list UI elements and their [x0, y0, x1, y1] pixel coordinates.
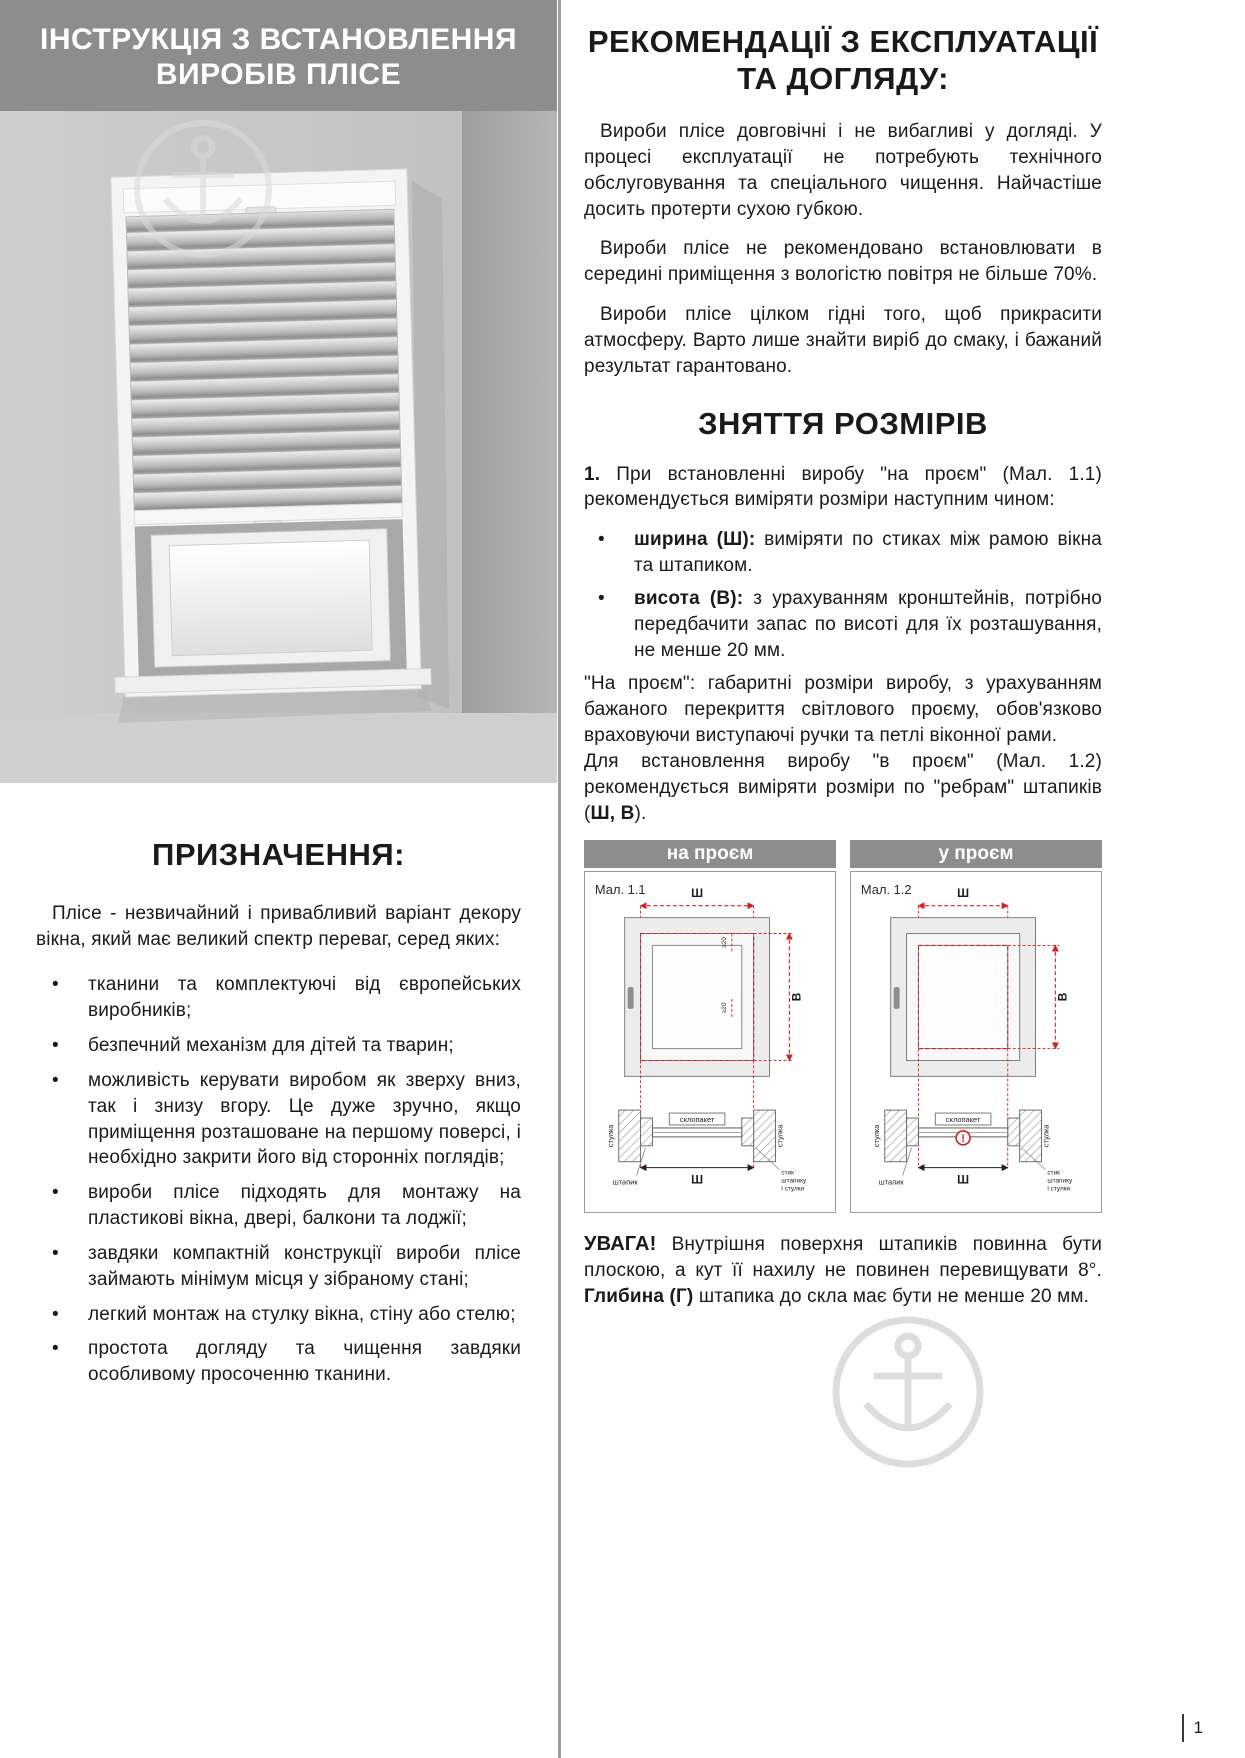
sash-label-right: стулка [1041, 1124, 1051, 1148]
window-handle-icon [628, 987, 634, 1009]
purpose-bullet-item: • безпечний механізм для дітей та тварин; [36, 1033, 521, 1059]
care-paragraph: Вироби плісе довговічні і не вибагливі у догляді. У процесі експлуатації не потребують технічного обслуговування та спеціального чищення. Найчастіше досить протерти сухою губкою. [584, 121, 1102, 220]
left-column [0, 0, 557, 1397]
width-term: ширина (Ш): [634, 529, 756, 551]
diagram-na-proem-box [584, 871, 836, 1212]
diagram-u-proem-header: у проєм [850, 840, 1102, 868]
page-title [0, 0, 557, 111]
care-title [584, 24, 1102, 97]
height-term: висота (В): [634, 587, 744, 609]
right-column [584, 0, 1102, 1324]
v-proem-text-b: ). [634, 802, 647, 824]
attention-text1: Внутрішня поверхня штапиків повинна бути плоскою, а кут її нахилу не повинен перевищувати 8°. [584, 1233, 1102, 1281]
purpose-bullet-item: • завдяки компактній конструкції вироби плісе займають мінімум місця у зібраному стані; [36, 1241, 521, 1293]
window-handle-icon [894, 987, 900, 1009]
attention-text2: штапика до скла має бути не менше 20 мм. [693, 1285, 1090, 1307]
attention-paragraph [584, 1231, 1102, 1310]
glazing-label: склопакет [945, 1115, 981, 1125]
footer-divider-line [1182, 1714, 1184, 1742]
purpose-bullet-item: • тканини та комплектуючі від європейських виробників; [36, 972, 521, 1024]
joint-label: штапику [1047, 1177, 1073, 1185]
page-footer [1182, 1714, 1203, 1742]
height-dim-label: В [1055, 993, 1070, 1002]
measuring-title: ЗНЯТТЯ РОЗМІРІВ [698, 405, 988, 441]
width-dim-label: Ш [957, 886, 970, 901]
diagram-caption: Мал. 1.2 [860, 882, 912, 898]
measuring-step1-number: 1. [584, 463, 601, 485]
height-dim-label: В [789, 993, 804, 1002]
exclamation-icon: ! [961, 1133, 965, 1146]
care-paragraph: Вироби плісе не рекомендовано встановлювати в середині приміщення з вологістю повітря не більше 70%. [584, 238, 1102, 286]
column-divider-line [558, 0, 561, 1758]
joint-label: стик [1047, 1169, 1061, 1177]
v-proem-text-a: Для встановлення виробу "в проєм" (Мал. 1.2) рекомендується виміряти розміри по "ребрам" штапиків ( [584, 750, 1102, 824]
width-text: виміряти по стиках між рамою вікна та штапиком. [634, 529, 1102, 577]
width-dim-bottom-label: Ш [691, 1172, 704, 1187]
measuring-step1 [584, 462, 1102, 514]
measuring-bullet-width [584, 527, 1102, 579]
min20-label: ≥20 [720, 937, 728, 949]
sash-label-left: стулка [605, 1124, 615, 1148]
sash-label-right: стулка [775, 1124, 785, 1148]
measuring-bullet-list [584, 527, 1102, 663]
care-paragraph: Вироби плісе цілком гідні того, щоб прикрасити атмосферу. Варто лише знайти виріб до смаку, і бажаний результат гарантовано. [584, 304, 1102, 377]
na-proem-paragraph: "На проєм": габаритні розміри виробу, з урахуванням бажаного перекриття світлового проєму, обов'язково враховуючи виступаючі ручки та петлі віконної рами. [584, 673, 1102, 747]
height-text: з урахуванням кронштейнів, потрібно передбачити запас по висоті для їх розташування, не менше 20 мм. [634, 587, 1102, 661]
diagram-na-proem-drawing [585, 872, 835, 1211]
v-proem-paragraph [584, 749, 1102, 826]
diagram-u-proem [850, 840, 1102, 1212]
measuring-step1-text: При встановленні виробу "на проєм" (Мал. 1.1) рекомендується виміряти розміри наступним чином: [584, 463, 1102, 511]
bead-label: штапик [878, 1177, 904, 1187]
diagram-na-proem [584, 840, 836, 1212]
joint-label: і стулки [781, 1185, 805, 1193]
purpose-bullet-list [36, 972, 521, 1388]
purpose-bullet-item: • вироби плісе підходять для монтажу на пластикові вікна, двері, балкони та лоджії; [36, 1180, 521, 1232]
purpose-intro: Плісе - незвичайний і привабливий варіант декору вікна, який має великий спектр переваг, серед яких: [36, 902, 521, 950]
width-dim-bottom-label: Ш [957, 1172, 970, 1187]
purpose-bullet-item: • можливість керувати виробом як зверху вниз, так і знизу вгору. Це дуже зручно, якщо приміщення розташоване на першому поверсі, і необхідно закрити його від сторонніх поглядів; [36, 1068, 521, 1171]
page-title-line2: ВИРОБІВ ПЛІСЕ [155, 58, 402, 92]
attention-term: Глибина (Г) [584, 1285, 694, 1307]
joint-label: штапику [781, 1177, 807, 1185]
diagram-u-proem-drawing [851, 872, 1101, 1211]
measurement-diagrams [584, 840, 1102, 1212]
care-title-line1: РЕКОМЕНДАЦІЇ З ЕКСПЛУАТАЦІЇ [587, 24, 1099, 59]
purpose-bullet-item: • простота догляду та чищення завдяки особливому просоченню тканини. [36, 1336, 521, 1388]
attention-label: УВАГА! [584, 1232, 657, 1255]
page-title-line1: ІНСТРУКЦІЯ З ВСТАНОВЛЕННЯ [39, 23, 518, 56]
diagram-na-proem-header: на проєм [584, 840, 836, 868]
width-dim-label: Ш [691, 886, 704, 901]
joint-label: і стулки [1047, 1185, 1071, 1193]
care-title-line2: ТА ДОГЛЯДУ: [737, 60, 949, 96]
pleated-blind-window-illustration [0, 111, 557, 783]
joint-label: стик [781, 1169, 795, 1177]
min20-label: ≥20 [720, 1002, 728, 1014]
glazing-label: склопакет [679, 1115, 715, 1125]
page-number: 1 [1193, 1718, 1203, 1737]
diagram-caption: Мал. 1.1 [594, 882, 646, 898]
bead-label: штапик [612, 1177, 638, 1187]
sash-label-left: стулка [871, 1124, 881, 1148]
v-proem-bold: Ш, В [590, 802, 635, 824]
measuring-bullet-height [584, 586, 1102, 663]
diagram-u-proem-box [850, 871, 1102, 1212]
purpose-bullet-item: • легкий монтаж на стулку вікна, стіну або стелю; [36, 1302, 521, 1328]
purpose-title: ПРИЗНАЧЕННЯ: [152, 836, 405, 872]
anchor-emblem-watermark-icon [828, 1312, 988, 1472]
